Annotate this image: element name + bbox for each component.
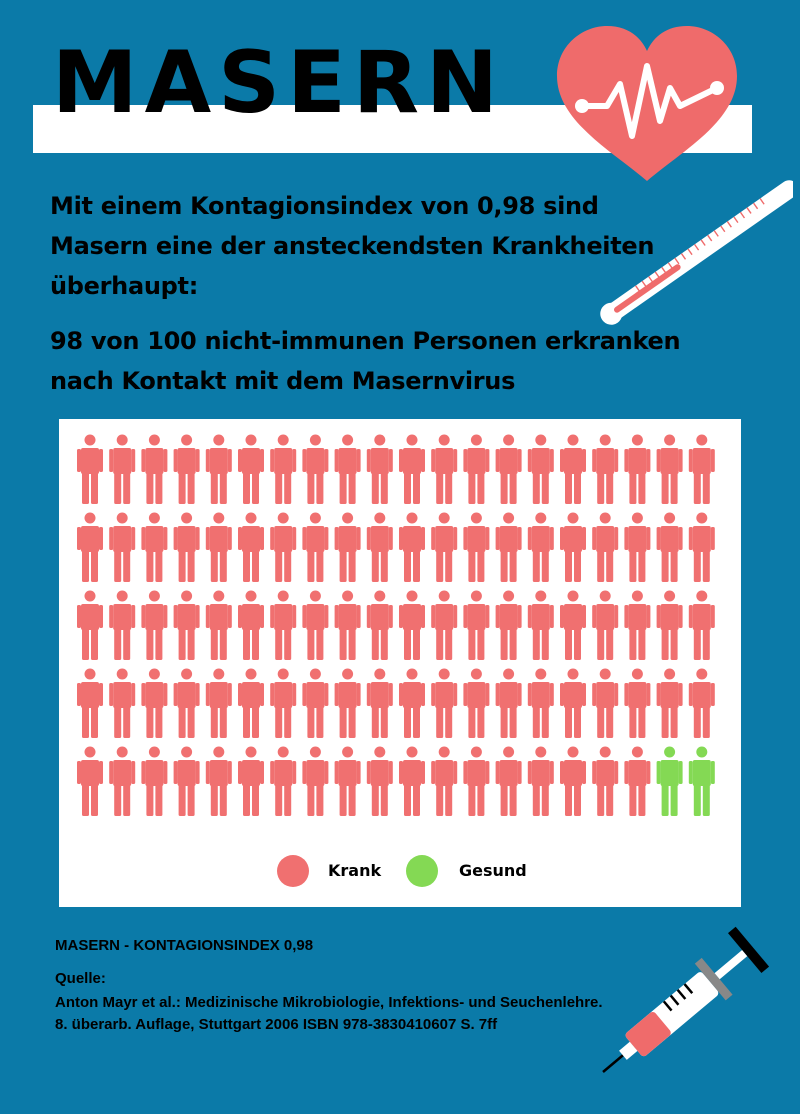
person-figure	[302, 435, 328, 505]
person-figure	[689, 669, 715, 739]
person-figure	[367, 591, 393, 661]
person-figure	[270, 591, 296, 661]
person-figure	[399, 513, 425, 583]
person-figure	[206, 513, 232, 583]
person-figure	[174, 747, 200, 817]
person-figure	[367, 747, 393, 817]
person-figure	[528, 513, 554, 583]
person-figure	[206, 591, 232, 661]
person-figure	[463, 591, 489, 661]
person-figure	[367, 435, 393, 505]
source-citation	[55, 992, 603, 1036]
person-figure	[238, 747, 264, 817]
person-figure	[270, 513, 296, 583]
source-label: Quelle:	[55, 970, 106, 987]
person-figure	[399, 435, 425, 505]
person-figure	[528, 591, 554, 661]
person-figure	[399, 591, 425, 661]
person-figure	[624, 435, 650, 505]
person-figure	[592, 747, 618, 817]
person-figure	[496, 669, 522, 739]
person-figure	[463, 513, 489, 583]
person-figure	[560, 435, 586, 505]
person-figure	[657, 669, 683, 739]
person-figure	[399, 669, 425, 739]
person-figure	[238, 591, 264, 661]
person-figure	[560, 591, 586, 661]
person-figure	[431, 747, 457, 817]
person-figure	[206, 435, 232, 505]
person-figure	[77, 513, 103, 583]
legend-swatch-gesund	[406, 855, 438, 887]
source-line-2: 8. überarb. Auflage, Stuttgart 2006 ISBN 978-3830410607 S. 7ff	[55, 1016, 498, 1033]
person-figure	[109, 669, 135, 739]
person-figure	[496, 747, 522, 817]
person-figure	[109, 591, 135, 661]
person-figure	[174, 513, 200, 583]
person-figure	[335, 513, 361, 583]
person-figure	[238, 435, 264, 505]
person-figure	[657, 747, 683, 817]
person-figure	[592, 591, 618, 661]
person-figure	[270, 435, 296, 505]
person-figure	[431, 591, 457, 661]
person-figure	[302, 513, 328, 583]
person-figure	[335, 591, 361, 661]
person-figure	[657, 591, 683, 661]
source-line-1: Anton Mayr et al.: Medizinische Mikrobiologie, Infektions- und Seuchenlehre.	[55, 994, 603, 1011]
person-figure	[270, 747, 296, 817]
person-figure	[174, 669, 200, 739]
syringe-icon	[595, 920, 770, 1080]
person-figure	[657, 513, 683, 583]
person-figure	[463, 747, 489, 817]
person-figure	[174, 591, 200, 661]
heart-pulse-icon	[552, 26, 742, 186]
person-figure	[335, 747, 361, 817]
person-figure	[657, 435, 683, 505]
legend-label-krank: Krank	[328, 861, 382, 880]
person-figure	[624, 591, 650, 661]
person-figure	[624, 669, 650, 739]
person-figure	[560, 747, 586, 817]
person-figure	[431, 435, 457, 505]
person-figure	[592, 435, 618, 505]
person-figure	[463, 435, 489, 505]
person-figure	[174, 435, 200, 505]
person-figure	[560, 513, 586, 583]
person-figure	[689, 513, 715, 583]
person-figure	[689, 591, 715, 661]
person-figure	[335, 435, 361, 505]
person-figure	[624, 747, 650, 817]
intro-text: Mit einem Kontagionsindex von 0,98 sind Masern eine der ansteckendsten Krankheiten überhaupt:	[50, 192, 655, 300]
person-figure	[141, 435, 167, 505]
person-figure	[302, 747, 328, 817]
person-figure	[302, 591, 328, 661]
person-figure	[689, 747, 715, 817]
person-figure	[77, 591, 103, 661]
person-figure	[624, 513, 650, 583]
person-figure	[109, 513, 135, 583]
pictogram-chart	[59, 419, 741, 907]
person-figure	[302, 669, 328, 739]
person-figure	[238, 669, 264, 739]
person-figure	[77, 669, 103, 739]
person-figure	[206, 747, 232, 817]
person-figure	[335, 669, 361, 739]
intro-subline: 98 von 100 nicht-immunen Personen erkranken nach Kontakt mit dem Masernvirus	[50, 327, 681, 395]
legend-label-gesund: Gesund	[459, 861, 527, 880]
person-figure	[270, 669, 296, 739]
person-figure	[528, 435, 554, 505]
chart-caption: MASERN - KONTAGIONSINDEX 0,98	[55, 937, 314, 954]
legend-swatch-krank	[277, 855, 309, 887]
person-figure	[528, 747, 554, 817]
person-figure	[109, 747, 135, 817]
person-figure	[109, 435, 135, 505]
person-figure	[431, 513, 457, 583]
pictogram-svg	[59, 419, 741, 907]
person-figure	[463, 669, 489, 739]
person-figure	[367, 669, 393, 739]
person-figure	[592, 669, 618, 739]
person-figure	[399, 747, 425, 817]
person-figure	[206, 669, 232, 739]
page-title: MASERN	[52, 33, 506, 133]
person-figure	[141, 513, 167, 583]
person-figure	[141, 591, 167, 661]
person-figure	[77, 747, 103, 817]
person-figure	[592, 513, 618, 583]
person-figure	[560, 669, 586, 739]
person-figure	[77, 435, 103, 505]
chart-legend	[0, 853, 800, 889]
person-figure	[238, 513, 264, 583]
person-figure	[367, 513, 393, 583]
person-figure	[528, 669, 554, 739]
person-figure	[496, 513, 522, 583]
person-figure	[141, 669, 167, 739]
person-figure	[431, 669, 457, 739]
person-figure	[689, 435, 715, 505]
person-figure	[496, 435, 522, 505]
person-figure	[496, 591, 522, 661]
person-figure	[141, 747, 167, 817]
